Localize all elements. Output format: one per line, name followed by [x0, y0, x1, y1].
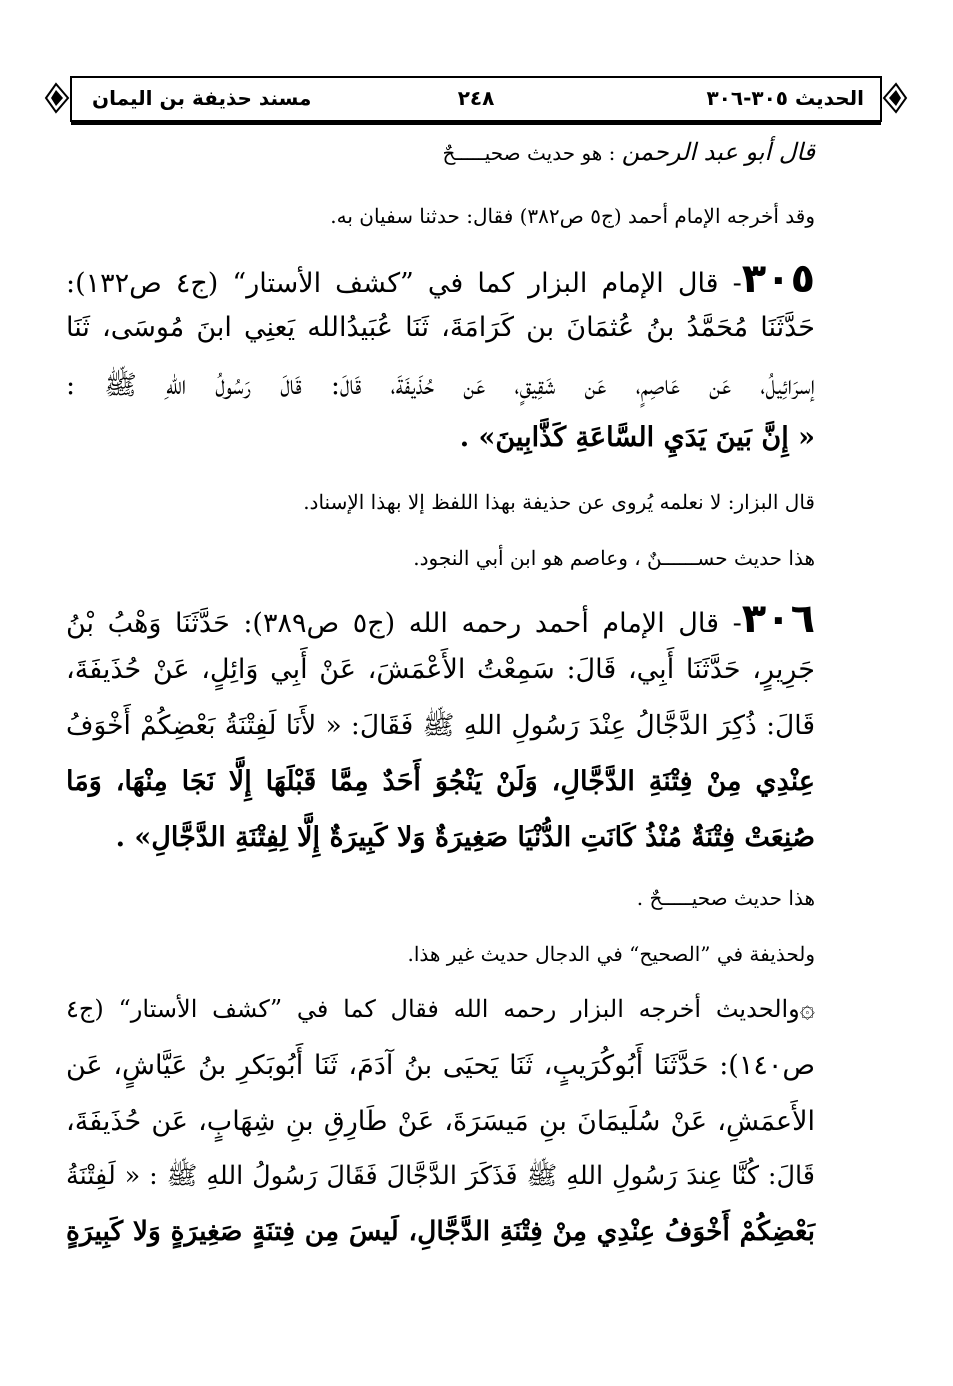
text-line: جَرِيرٍ، حَدَّثَنَا أَبِي، قَالَ: سَمِعْتُ الأَعْمَشَ، عَنْ أَبِي وَائِلٍ، عَنْ حُذَيفَةَ، — [66, 654, 815, 685]
prophetic-text: « إِنَّ بَينَ يَدَيِ السَّاعَةِ كَذَّابِينَ» . — [459, 422, 815, 453]
text-line: الأَعمَشِ، عَنْ سُلَيمَانَ بنِ مَيسَرَةَ، عَنْ طَارِقِ بنِ شِهَابٍ، عَن حُذَيفَةَ، — [66, 1106, 815, 1137]
page-number: ٢٤٨ — [457, 86, 495, 110]
hadith-number: ٣٠٥ — [741, 256, 815, 302]
text-line: وقد أخرجه الإمام أحمد (ج٥ ص٣٨٢) فقال: حدثنا سفيان به. — [330, 204, 815, 228]
hadith-number: ٣٠٦ — [741, 596, 815, 642]
hadith-range: الحديث ٣٠٥-٣٠٦ — [706, 86, 864, 110]
text-line: هذا حديث حســــــنٌ ، وعاصم هو ابن أبي النجود. — [413, 546, 815, 570]
book-title: مسند حذيفة بن اليمان — [92, 86, 312, 110]
text-line: قال البزار: لا نعلمه يُروى عن حذيفة بهذا اللفظ إلا بهذا الإسناد. — [303, 490, 815, 514]
text-line: إسرَائِيلُ، عَن عَاصِمٍ، عَن شَقِيقٍ، عَن حُذَيفَةَ، قَالَ: قَالَ رَسُولُ اللهِ ﷺ : — [66, 370, 815, 401]
text-line: حَدَّثَنَا مُحَمَّدُ بنُ عُثمَانَ بن كَرَامَةَ، ثَنَا عُبَيدُالله يَعنِي ابنَ مُوسَى، ثَنَا — [66, 312, 815, 343]
ornament-star-icon: ۞ — [799, 994, 815, 1024]
line-text: والحديث أخرجه البزار رحمه الله فقال كما في ”كشف الأستار“ (ج٤ — [66, 995, 800, 1023]
prophetic-text: بَعْضِكُمْ أَخْوَفُ عِنْدِي مِنْ فِتْنَةِ الدَّجَّالِ، لَيسَ مِن فِتنَةٍ صَغِيرَةٍ وَلا كَبِيرَةٍ — [66, 1216, 815, 1247]
text-line — [66, 994, 815, 1024]
text-line — [443, 138, 815, 166]
line-text: : هو حديث صحيـــــحٌ — [442, 141, 622, 165]
calligraphic-attribution: قال أبو عبد الرحمن — [621, 138, 815, 166]
prophetic-text: عِنْدِي مِنْ فِتْنَةِ الدَّجَّالِ، وَلَنْ يَنْجُوَ أَحَدٌ مِمَّا قَبْلَهَا إِلَّا نَجَا مِنْهَا، وَمَا — [66, 766, 815, 797]
text-line: ص١٤٠): حَدَّثَنَا أَبُوكُرَيبٍ، ثَنَا يَحيَى بنُ آدَمَ، ثَنَا أَبُوبَكرِ بنُ عَيَّاشٍ، عَن — [66, 1050, 815, 1081]
page-header — [44, 76, 908, 122]
line-text: - قال الإمام أحمد رحمه الله (ج٥ ص٣٨٩): حَدَّثَنَا وَهْبُ بْنُ — [66, 608, 742, 639]
line-text: - قال الإمام البزار كما في ”كشف الأستار“ (ج٤ ص١٣٢): — [66, 268, 742, 299]
hadith-heading — [66, 256, 815, 302]
text-line: ولحذيفة في ”الصحيح“ في الدجال حديث غير هذا. — [407, 942, 815, 966]
hadith-heading — [66, 596, 815, 642]
text-line: قَالَ: كُنَّا عِندَ رَسُولِ اللهِ ﷺ فَذَكَرَ الدَّجَّالَ فَقَالَ رَسُولُ اللهِ ﷺ : « لَفِتْنَةُ — [66, 1161, 815, 1191]
text-line: قَالَ: ذُكِرَ الدَّجَّالُ عِنْدَ رَسُولِ اللهِ ﷺ فَقَالَ: « لأَنَا لَفِتْنَةُ بَعْضِكُمْ أَخْوَفُ — [66, 710, 815, 741]
prophetic-text: صُنِعَتْ فِتْنَةٌ مُنْذُ كَانَتِ الدُّنْيَا صَغِيرَةٌ وَلا كَبِيرَةٌ إِلَّا لِفِتْنَةِ الدَّجَّالِ» . — [115, 822, 815, 853]
text-line: هذا حديث صحيـــــحٌ . — [636, 886, 815, 910]
